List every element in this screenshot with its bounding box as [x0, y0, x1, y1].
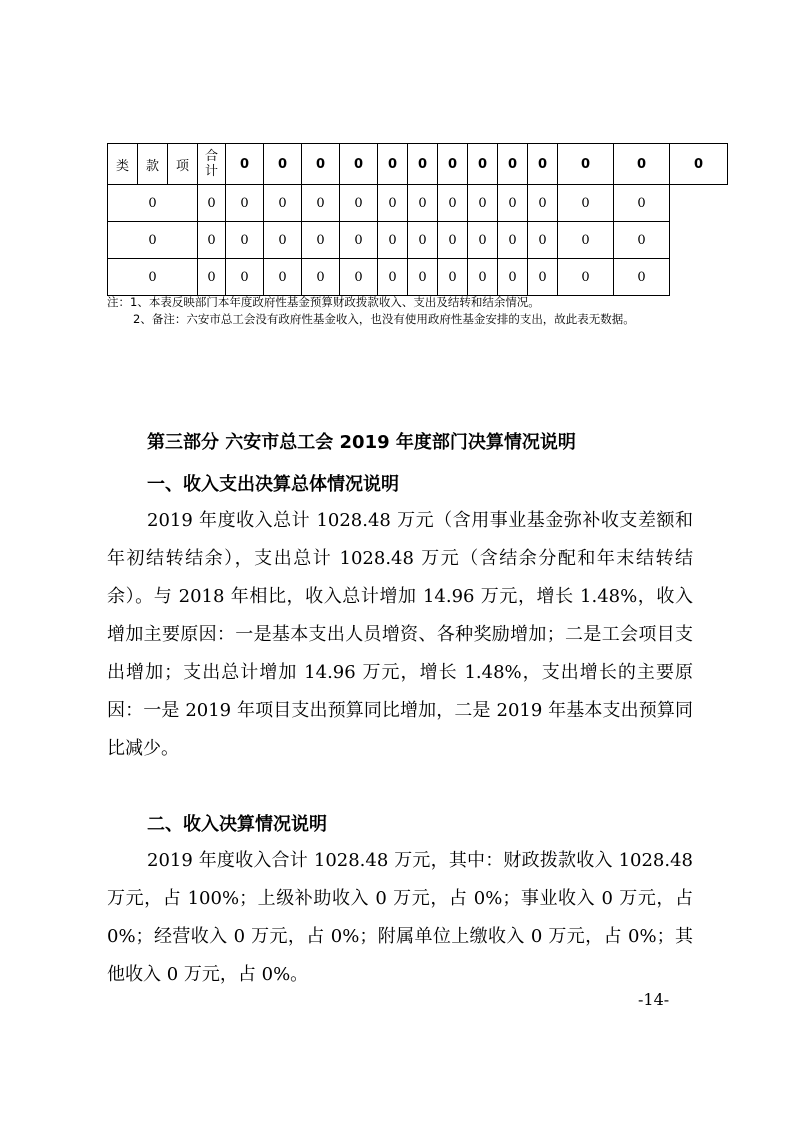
table-cell: 0 [378, 185, 408, 222]
table-cell: 0 [438, 185, 468, 222]
table-cell: 0 [670, 144, 728, 185]
header-heji-1: 合 [204, 149, 218, 164]
table-header-row [108, 144, 728, 185]
table-cell: 0 [340, 144, 378, 185]
table-cell: 0 [468, 222, 498, 259]
page-number: -14- [638, 990, 670, 1009]
section-one-title: 一、收入支出决算总体情况说明 [147, 474, 399, 495]
table-cell: 0 [264, 185, 302, 222]
table-cell: 0 [302, 222, 340, 259]
table-cell: 0 [614, 259, 670, 296]
table-cell: 0 [340, 222, 378, 259]
table-cell: 0 [528, 259, 558, 296]
table-cell: 0 [198, 222, 226, 259]
table-cell: 0 [468, 259, 498, 296]
table-cell: 0 [302, 185, 340, 222]
table-cell: 0 [468, 185, 498, 222]
section-two-title: 二、收入决算情况说明 [147, 814, 327, 835]
table-cell: 0 [226, 144, 264, 185]
table-cell: 0 [558, 222, 614, 259]
table-cell: 0 [226, 222, 264, 259]
section-one-paragraph: 2019 年度收入总计 1028.48 万元（含用事业基金弥补收支差额和年初结转结余），支出总计 1028.48 万元（含结余分配和年末结转结余）。与 2018 年相比，收入总计增加 14.96 万元，增长 1.48%，收入增加主要原因：一是基本支出人员增资、各种奖励增加；二是工会项目支出增加；支出总计增加 14.96 万元，增长 1.48%，支出增长的主要原因：一是 2019 年项目支出预算同比增加，二是 2019 年基本支出预算同比减少。 [107, 510, 693, 759]
table-cell: 0 [438, 259, 468, 296]
table-cell: 0 [498, 185, 528, 222]
table-cell: 0 [558, 144, 614, 185]
table-cell: 0 [408, 185, 438, 222]
table-cell: 0 [198, 259, 226, 296]
table-cell: 0 [498, 222, 528, 259]
table-row [108, 222, 728, 259]
table-cell: 0 [226, 185, 264, 222]
header-lei: 类 [108, 144, 138, 185]
table-cell: 0 [302, 259, 340, 296]
table-cell: 0 [264, 259, 302, 296]
table-cell: 0 [614, 144, 670, 185]
table-cell: 0 [408, 259, 438, 296]
header-xiang: 项 [168, 144, 198, 185]
table-notes [107, 294, 719, 328]
header-heji-2: 计 [204, 164, 218, 179]
note-2: 2、备注：六安市总工会没有政府性基金收入，也没有使用政府性基金安排的支出，故此表无数据。 [133, 312, 635, 326]
table-cell: 0 [264, 222, 302, 259]
table-cell: 0 [528, 222, 558, 259]
row-label: 0 [108, 259, 198, 296]
table-cell: 0 [558, 185, 614, 222]
table-cell: 0 [498, 259, 528, 296]
table-cell: 0 [498, 144, 528, 185]
government-fund-table [107, 143, 728, 296]
table-cell: 0 [528, 144, 558, 185]
table-cell: 0 [340, 185, 378, 222]
table-cell: 0 [468, 144, 498, 185]
table-cell: 0 [378, 222, 408, 259]
row-label: 0 [108, 185, 198, 222]
table-cell: 0 [408, 144, 438, 185]
table-row [108, 259, 728, 296]
table-cell: 0 [558, 259, 614, 296]
table-cell: 0 [378, 144, 408, 185]
table-row [108, 185, 728, 222]
table-cell: 0 [340, 259, 378, 296]
table-cell: 0 [438, 144, 468, 185]
row-label: 0 [108, 222, 198, 259]
table-cell: 0 [614, 185, 670, 222]
header-kuan: 款 [138, 144, 168, 185]
table-cell: 0 [264, 144, 302, 185]
section-two-paragraph: 2019 年度收入合计 1028.48 万元，其中：财政拨款收入 1028.48 万元，占 100%；上级补助收入 0 万元，占 0%；事业收入 0 万元，占 0%；经营收入 0 万元，占 0%；附属单位上缴收入 0 万元，占 0%；其他收入 0 万元，占 0%。 [107, 850, 693, 985]
table-cell: 0 [198, 185, 226, 222]
table-cell: 0 [438, 222, 468, 259]
note-1: 注：1、本表反映部门本年度政府性基金预算财政拨款收入、支出及结转和结余情况。 [107, 295, 540, 309]
table-cell: 0 [226, 259, 264, 296]
table-cell: 0 [614, 222, 670, 259]
table-cell: 0 [378, 259, 408, 296]
header-heji [198, 144, 226, 185]
part-three-title: 第三部分 六安市总工会 2019 年度部门决算情况说明 [147, 432, 576, 453]
table-cell: 0 [408, 222, 438, 259]
table-cell: 0 [302, 144, 340, 185]
table-cell: 0 [528, 185, 558, 222]
